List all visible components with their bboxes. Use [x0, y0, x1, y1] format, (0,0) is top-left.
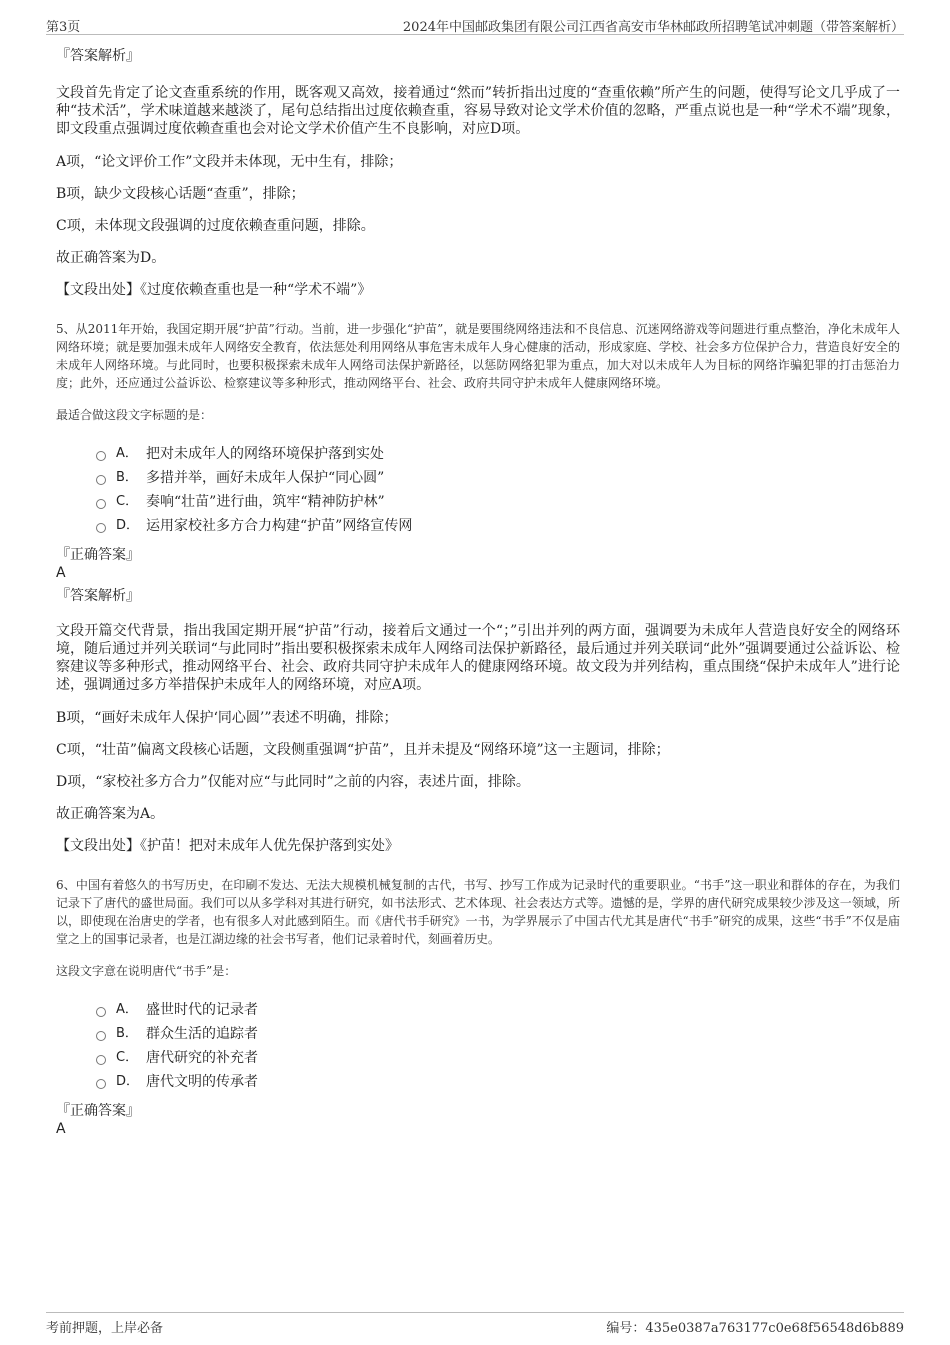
radio-icon[interactable]: [96, 1007, 106, 1017]
analysis-line: A项，“论文评价工作”文段并未体现，无中生有，排除；: [56, 154, 403, 170]
analysis-line: B项，缺少文段核心话题“查重”，排除；: [56, 186, 305, 202]
analysis-tag: 『答案解析』: [56, 48, 140, 64]
question-6: [56, 876, 900, 1138]
option-text: 盛世时代的记录者: [146, 1002, 258, 1018]
radio-icon[interactable]: [96, 451, 106, 461]
correct-answer: A: [56, 565, 66, 581]
radio-icon[interactable]: [96, 1055, 106, 1065]
option-d[interactable]: [96, 514, 900, 538]
correct-answer: A: [56, 1121, 66, 1137]
option-list: [96, 998, 900, 1094]
analysis-text: 文段开篇交代背景，指出我国定期开展“护苗”行动，接着后文通过一个“；”引出并列的两方面，强调要为未成年人营造良好安全的网络环境，随后通过并列关联词“与此同时”指出要积极探索未成年人网络司法保护新路径，最后通过并列关联词“此外”强调要通过公益诉讼、检察建议等多种形式，推动网络平台、社会、政府共同守护未成年人的健康网络环境。故文段为并列结构，重点围绕“保护未成年人”进行论述，强调通过多方举措保护未成年人的网络环境，对应A项。: [56, 623, 900, 693]
option-text: 奏响“壮苗”进行曲，筑牢“精神防护林”: [146, 494, 385, 510]
question-prompt: 这段文字意在说明唐代“书手”是：: [56, 964, 237, 978]
page-number: 第3页: [46, 20, 81, 35]
question-prompt: 最适合做这段文字标题的是：: [56, 408, 213, 422]
analysis-line: D项，“家校社多方合力”仅能对应“与此同时”之前的内容，表述片面，排除。: [56, 774, 530, 790]
option-a[interactable]: [96, 442, 900, 466]
option-text: 唐代研究的补充者: [146, 1050, 258, 1066]
option-text: 群众生活的追踪者: [146, 1026, 258, 1042]
answer-conclusion: 故正确答案为A。: [56, 806, 165, 822]
radio-icon[interactable]: [96, 499, 106, 509]
option-letter: B．: [116, 470, 138, 485]
option-letter: A．: [116, 1002, 138, 1017]
option-text: 把对未成年人的网络环境保护落到实处: [146, 446, 384, 462]
option-a[interactable]: [96, 998, 900, 1022]
option-b[interactable]: [96, 1022, 900, 1046]
radio-icon[interactable]: [96, 1079, 106, 1089]
text-source: 【文段出处】《过度依赖查重也是一种“学术不端”》: [56, 282, 372, 298]
option-letter: D．: [116, 518, 140, 533]
page-header: [46, 14, 904, 35]
answer-conclusion: 故正确答案为D。: [56, 250, 166, 266]
radio-icon[interactable]: [96, 475, 106, 485]
page-footer: [46, 1312, 904, 1336]
option-letter: C．: [116, 1050, 139, 1065]
option-d[interactable]: [96, 1070, 900, 1094]
question-5: [56, 320, 900, 856]
option-letter: D．: [116, 1074, 140, 1089]
option-text: 运用家校社多方合力构建“护苗”网络宣传网: [146, 518, 413, 534]
option-text: 多措并举，画好未成年人保护“同心圆”: [146, 470, 385, 486]
page-content: [56, 46, 900, 1142]
footer-slogan: 考前押题，上岸必备: [46, 1321, 164, 1336]
document-title: 2024年中国邮政集团有限公司江西省高安市华林邮政所招聘笔试冲刺题（带答案解析）: [402, 20, 904, 35]
question-text: 5、从2011年开始，我国定期开展“护苗”行动。当前，进一步强化“护苗”，就是要围绕网络违法和不良信息、沉迷网络游戏等问题进行重点整治，净化未成年人网络环境；就是要加强未成年人网络安全教育，依法惩处利用网络从事危害未成年人身心健康的活动，形成家庭、学校、社会多方位保护合力，营造良好安全的未成年人网络环境。与此同时，也要积极探索未成年人网络司法保护新路径，以惩防网络犯罪为重点，加大对以未成年人为目标的网络诈骗犯罪的打击惩治力度；此外，还应通过公益诉讼、检察建议等多种形式，推动网络平台、社会、政府共同守护未成年人健康网络环境。: [56, 322, 900, 390]
option-letter: A．: [116, 446, 138, 461]
question-4-analysis: [56, 46, 900, 300]
analysis-text: 文段首先肯定了论文查重系统的作用，既客观又高效，接着通过“然而”转折指出过度的“查重依赖”所产生的问题，使得写论文几乎成了一种“技术活”，学术味道越来越淡了，尾句总结指出过度依赖查重，容易导致对论文学术价值的忽略，严重点说也是一种“学术不端”现象，即文段重点强调过度依赖查重也会对论文学术价值产生不良影响，对应D项。: [56, 85, 900, 137]
document-id: 编号：435e0387a763177c0e68f56548d6b889: [606, 1321, 904, 1336]
option-list: [96, 442, 900, 538]
analysis-tag: 『答案解析』: [56, 588, 140, 604]
analysis-line: C项，“壮苗”偏离文段核心话题，文段侧重强调“护苗”，且并未提及“网络环境”这一主题词，排除；: [56, 742, 670, 758]
correct-answer-tag: 『正确答案』: [56, 1103, 140, 1119]
analysis-line: C项，未体现文段强调的过度依赖查重问题，排除。: [56, 218, 375, 234]
option-letter: C．: [116, 494, 139, 509]
analysis-line: B项，“画好未成年人保护‘同心圆’”表述不明确，排除；: [56, 710, 398, 726]
option-letter: B．: [116, 1026, 138, 1041]
correct-answer-tag: 『正确答案』: [56, 547, 140, 563]
radio-icon[interactable]: [96, 1031, 106, 1041]
option-c[interactable]: [96, 490, 900, 514]
question-text: 6、中国有着悠久的书写历史，在印刷不发达、无法大规模机械复制的古代，书写、抄写工作成为记录时代的重要职业。“书手”这一职业和群体的存在，为我们记录下了唐代的盛世局面。我们可以从多学科对其进行研究，如书法形式、艺术体现、社会表达方式等。遗憾的是，学界的唐代研究成果较少涉及这一领域，所以，即使现在治唐史的学者，也有很多人对此感到陌生。而《唐代书手研究》一书，为学界展示了中国古代尤其是唐代“书手”研究的成果，这些“书手”不仅是庙堂之上的国事记录者，也是江湖边缘的社会书写者，他们记录着时代，刻画着历史。: [56, 878, 900, 946]
text-source: 【文段出处】《护苗！把对未成年人优先保护落到实处》: [56, 838, 399, 854]
option-text: 唐代文明的传承者: [146, 1074, 258, 1090]
option-c[interactable]: [96, 1046, 900, 1070]
option-b[interactable]: [96, 466, 900, 490]
radio-icon[interactable]: [96, 523, 106, 533]
